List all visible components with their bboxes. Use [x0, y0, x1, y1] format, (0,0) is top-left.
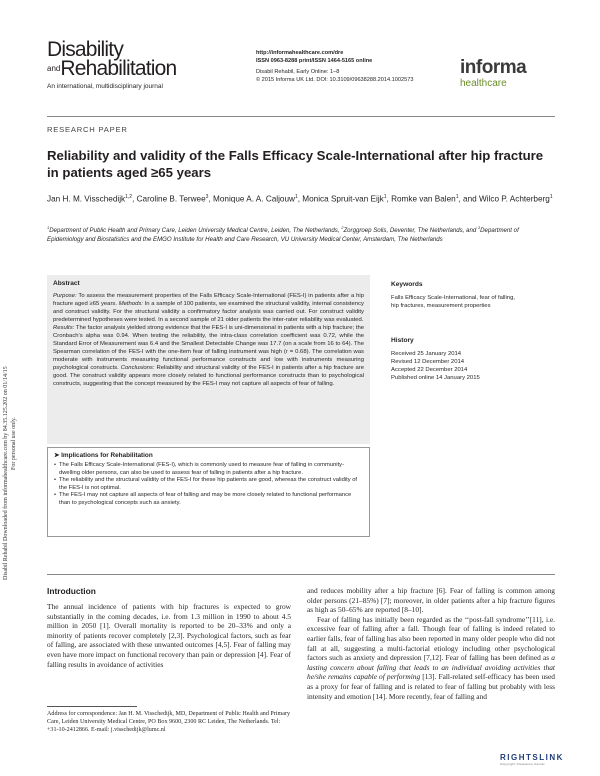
footnote-divider [47, 706, 137, 707]
journal-name-line2 [47, 59, 207, 78]
publisher-brand: informa [460, 57, 527, 78]
keywords-text: Falls Efficacy Scale-International, fear of falling, hip fractures, measurement properties [391, 295, 515, 309]
affiliation-mark: 3 [477, 225, 481, 230]
publisher-division: healthcare [460, 78, 507, 89]
author-affiliation-mark: 1 [455, 194, 459, 200]
rightslink-name: RIGHTSLINK [500, 753, 564, 762]
rightslink-badge[interactable] [500, 753, 564, 771]
implications-heading: ➤ Implications for Rehabilitation [54, 452, 153, 459]
abstract-body [53, 292, 364, 388]
intro-p2-definition: a lasting concern about falling that leads to an individual avoiding activities that he/she remains capable of performing [307, 653, 555, 682]
body-column-right [307, 586, 555, 701]
citation-line: Disabil Rehabil, Early Online: 1–8 [256, 69, 340, 76]
article-title: Reliability and validity of the Falls Efficacy Scale-International after hip fracture in patients aged ≥65 years [47, 148, 544, 180]
affiliation-mark: 1 [47, 225, 50, 230]
journal-logo [47, 40, 207, 91]
abstract-purpose: To assess the measurement properties of the Falls Efficacy Scale-International (FES-I) in patients after a hip fracture aged ≥65 years. [53, 293, 365, 307]
author-name: Monica Spruit-van Eijk [302, 194, 384, 204]
abstract-purpose-label: Purpose: [53, 293, 77, 299]
abstract-results-label: Results: [53, 325, 75, 331]
author-list: Jan H. M. Visschedijk$^{1,2}$, Caroline B. Terwee$^3$, Monique A. A. Caljouw$^1$, Monica Spruit-van Eijk$^1$, Romke van Balen$^1$, and Wilco P. Achterberg$^1$ [47, 194, 553, 204]
download-note [2, 250, 30, 580]
affiliation-text: Department of Epidemiology and Biostatistics and the EMGO Institute for Health and Care Research, VU University Medical Center, Amsterdam, The Netherlands [47, 227, 519, 243]
intro-paragraph-1: The annual incidence of patients with hip fractures is expected to grow substantially in the coming decades, i.e. from 1.3 million in 1990 to about 4.5 million in 2050 [1]. Overall mortality is reported to be 20–33% and only a minority of patients recover completely [2,3]. Psychological factors, such as fear of falling, are associated with these unwanted outcomes [4,5]. Fear of falling may even have more impact on functional recovery than pain or depression [4]. Fear of falling results in avoidance of activities [47, 602, 291, 669]
intro-p2-end: [13]. Fall-related self-efficacy has been used as a proxy for fear of falling and is related to fear of falling but probably with less intensity and emotion [14]. More recently, fear of falling and [307, 672, 555, 701]
history-published: Published online 14 January 2015 [391, 375, 480, 381]
body-column-left [47, 602, 291, 669]
body-divider [47, 574, 555, 575]
introduction-heading: Introduction [47, 586, 96, 596]
author-name: Caroline B. Terwee [136, 194, 206, 204]
author-name: Romke van Balen [391, 194, 456, 204]
abstract-methods-label: Methods: [118, 301, 143, 307]
abstract-conclusions-label: Conclusions: [120, 365, 155, 371]
author-name: Wilco P. Achterberg [478, 194, 550, 204]
keywords-heading: Keywords [391, 281, 423, 288]
journal-name-connector: and [47, 64, 61, 73]
abstract-methods: In a sample of 100 patients, we examined the structural validity, internal consistency and construct validity. For the structural validity a confirmatory factor analysis was carried out. For construct validity predetermined hypotheses were tested. In a second sample of 21 older patients the inter-rater reliability was evaluated. [53, 301, 364, 323]
journal-name-line1: Disability [47, 38, 124, 61]
header-meta [256, 50, 426, 84]
journal-name-line2-text: Rehabilitation [60, 57, 177, 80]
journal-issn: ISSN 0963-8288 print/ISSN 1464-5165 online [256, 57, 373, 64]
journal-url[interactable]: http://informahealthcare.com/dre [256, 50, 344, 56]
affiliation-mark: 2 [341, 225, 344, 230]
download-note-line2: For personal use only. [11, 417, 17, 470]
affiliation-text: Department of Public Health and Primary Care, Leiden University Medical Centre, Leiden, The Netherlands, [49, 227, 342, 235]
correspondence-note: Address for correspondence: Jan H. M. Visschedijk, MD, Department of Public Health and Primary Care, Leiden University Medical Centre, PO Box 9600, 2300 RC Leiden, The Netherlands. Tel: +31-10-2412866. E-mail: j.visschedijk@lumc.nl [47, 711, 291, 733]
author-affiliation-mark: 1,2 [125, 194, 133, 200]
section-label: RESEARCH PAPER [47, 125, 128, 134]
history-accepted: Accepted 22 December 2014 [391, 367, 468, 373]
list-item: • The Falls Efficacy Scale-International (FES-I), which is commonly used to measure fear of falling in community-dwelling older persons, can also be used to assess fear of falling in patients after a hip fracture. [54, 462, 363, 477]
implications-list [54, 462, 363, 508]
abstract-box [47, 275, 370, 444]
rightslink-tagline: Copyright Clearance Center [500, 762, 545, 766]
author-affiliation-mark: 3 [205, 194, 209, 200]
header-divider [47, 116, 555, 117]
history-heading: History [391, 337, 414, 344]
publisher-logo [460, 58, 560, 89]
author-affiliation-mark: 1 [383, 194, 387, 200]
affiliation-text: Zorggroep Solis, Deventer, The Netherlands, and [343, 227, 478, 235]
author-name: Jan H. M. Visschedijk [47, 194, 126, 204]
abstract-heading: Abstract [53, 280, 80, 287]
intro-p2-start: Fear of falling has initially been regarded as the ‘‘post-fall syndrome’’[11], i.e. excessive fear of falling after a fall. Though fear of falling is indeed related to earlier falls, fear of falling has also been reported in many older people who did not fall at all, suggesting a multi-factorial etiology including other psychological factors such as anxiety and depression [7,12]. Fear of falling has been defined as [307, 614, 555, 663]
list-item: • The FES-I may not capture all aspects of fear of falling and may be more closely related to functional performance than to psychological concepts such as anxiety. [54, 492, 363, 507]
intro-paragraph-1-cont: and reduces mobility after a hip fracture [6]. Fear of falling is common among older persons (21–85%) [7]; moreover, in older patients after a hip fracture figures as high as 50–65% are reported [8–10]. [307, 586, 555, 615]
author-name: Monique A. A. Caljouw [213, 194, 295, 204]
implications-box [47, 447, 370, 537]
history-received: Received 25 January 2014 [391, 351, 462, 357]
intro-paragraph-2 [307, 615, 555, 701]
list-item: • The reliability and the structural validity of the FES-I for these hip patients are good, whereas the construct validity of the FES-I is not optimal. [54, 477, 363, 492]
author-affiliation-mark: 1 [294, 194, 298, 200]
journal-subtitle: An international, multidisciplinary journal [47, 83, 163, 90]
history-revised: Revised 12 December 2014 [391, 359, 465, 365]
copyright-line: © 2015 Informa UK Ltd. DOI: 10.3109/09638288.2014.1002573 [256, 76, 414, 83]
history-list [391, 350, 551, 382]
abstract-results: The factor analysis yielded strong evidence that the FES-I is uni-dimensional in patients with a hip fracture; the Cronbach’s alpha was 0.94. When testing the reliability, the intra-class correlation coefficient was 0.72, while the Standard Error of Measurement was 6.4 and the Smallest Detectable Change was 17.7 (on a scale from 16 to 64). The Spearman correlation of the FES-I with the one-item fear of falling instrument was high (r = 0.68). The correlation was moderate with instruments measuring functional performance constructs and low with instruments measuring psychological constructs. [53, 325, 365, 371]
download-note-line1: Disabil Rehabil Downloaded from informahealthcare.com by 84.35.125.202 on 01/14/15 [3, 366, 9, 580]
author-affiliation-mark: 1 [549, 194, 553, 200]
abstract-conclusions: Reliability and structural validity of the FES-I in patients after a hip fracture are good. The construct validity appears more closely related to functional performance constructs than to psychological constructs, suggesting that the concept measured by the FES-I may not capture all aspects of fear of falling. [53, 365, 365, 387]
affiliations [47, 224, 555, 244]
